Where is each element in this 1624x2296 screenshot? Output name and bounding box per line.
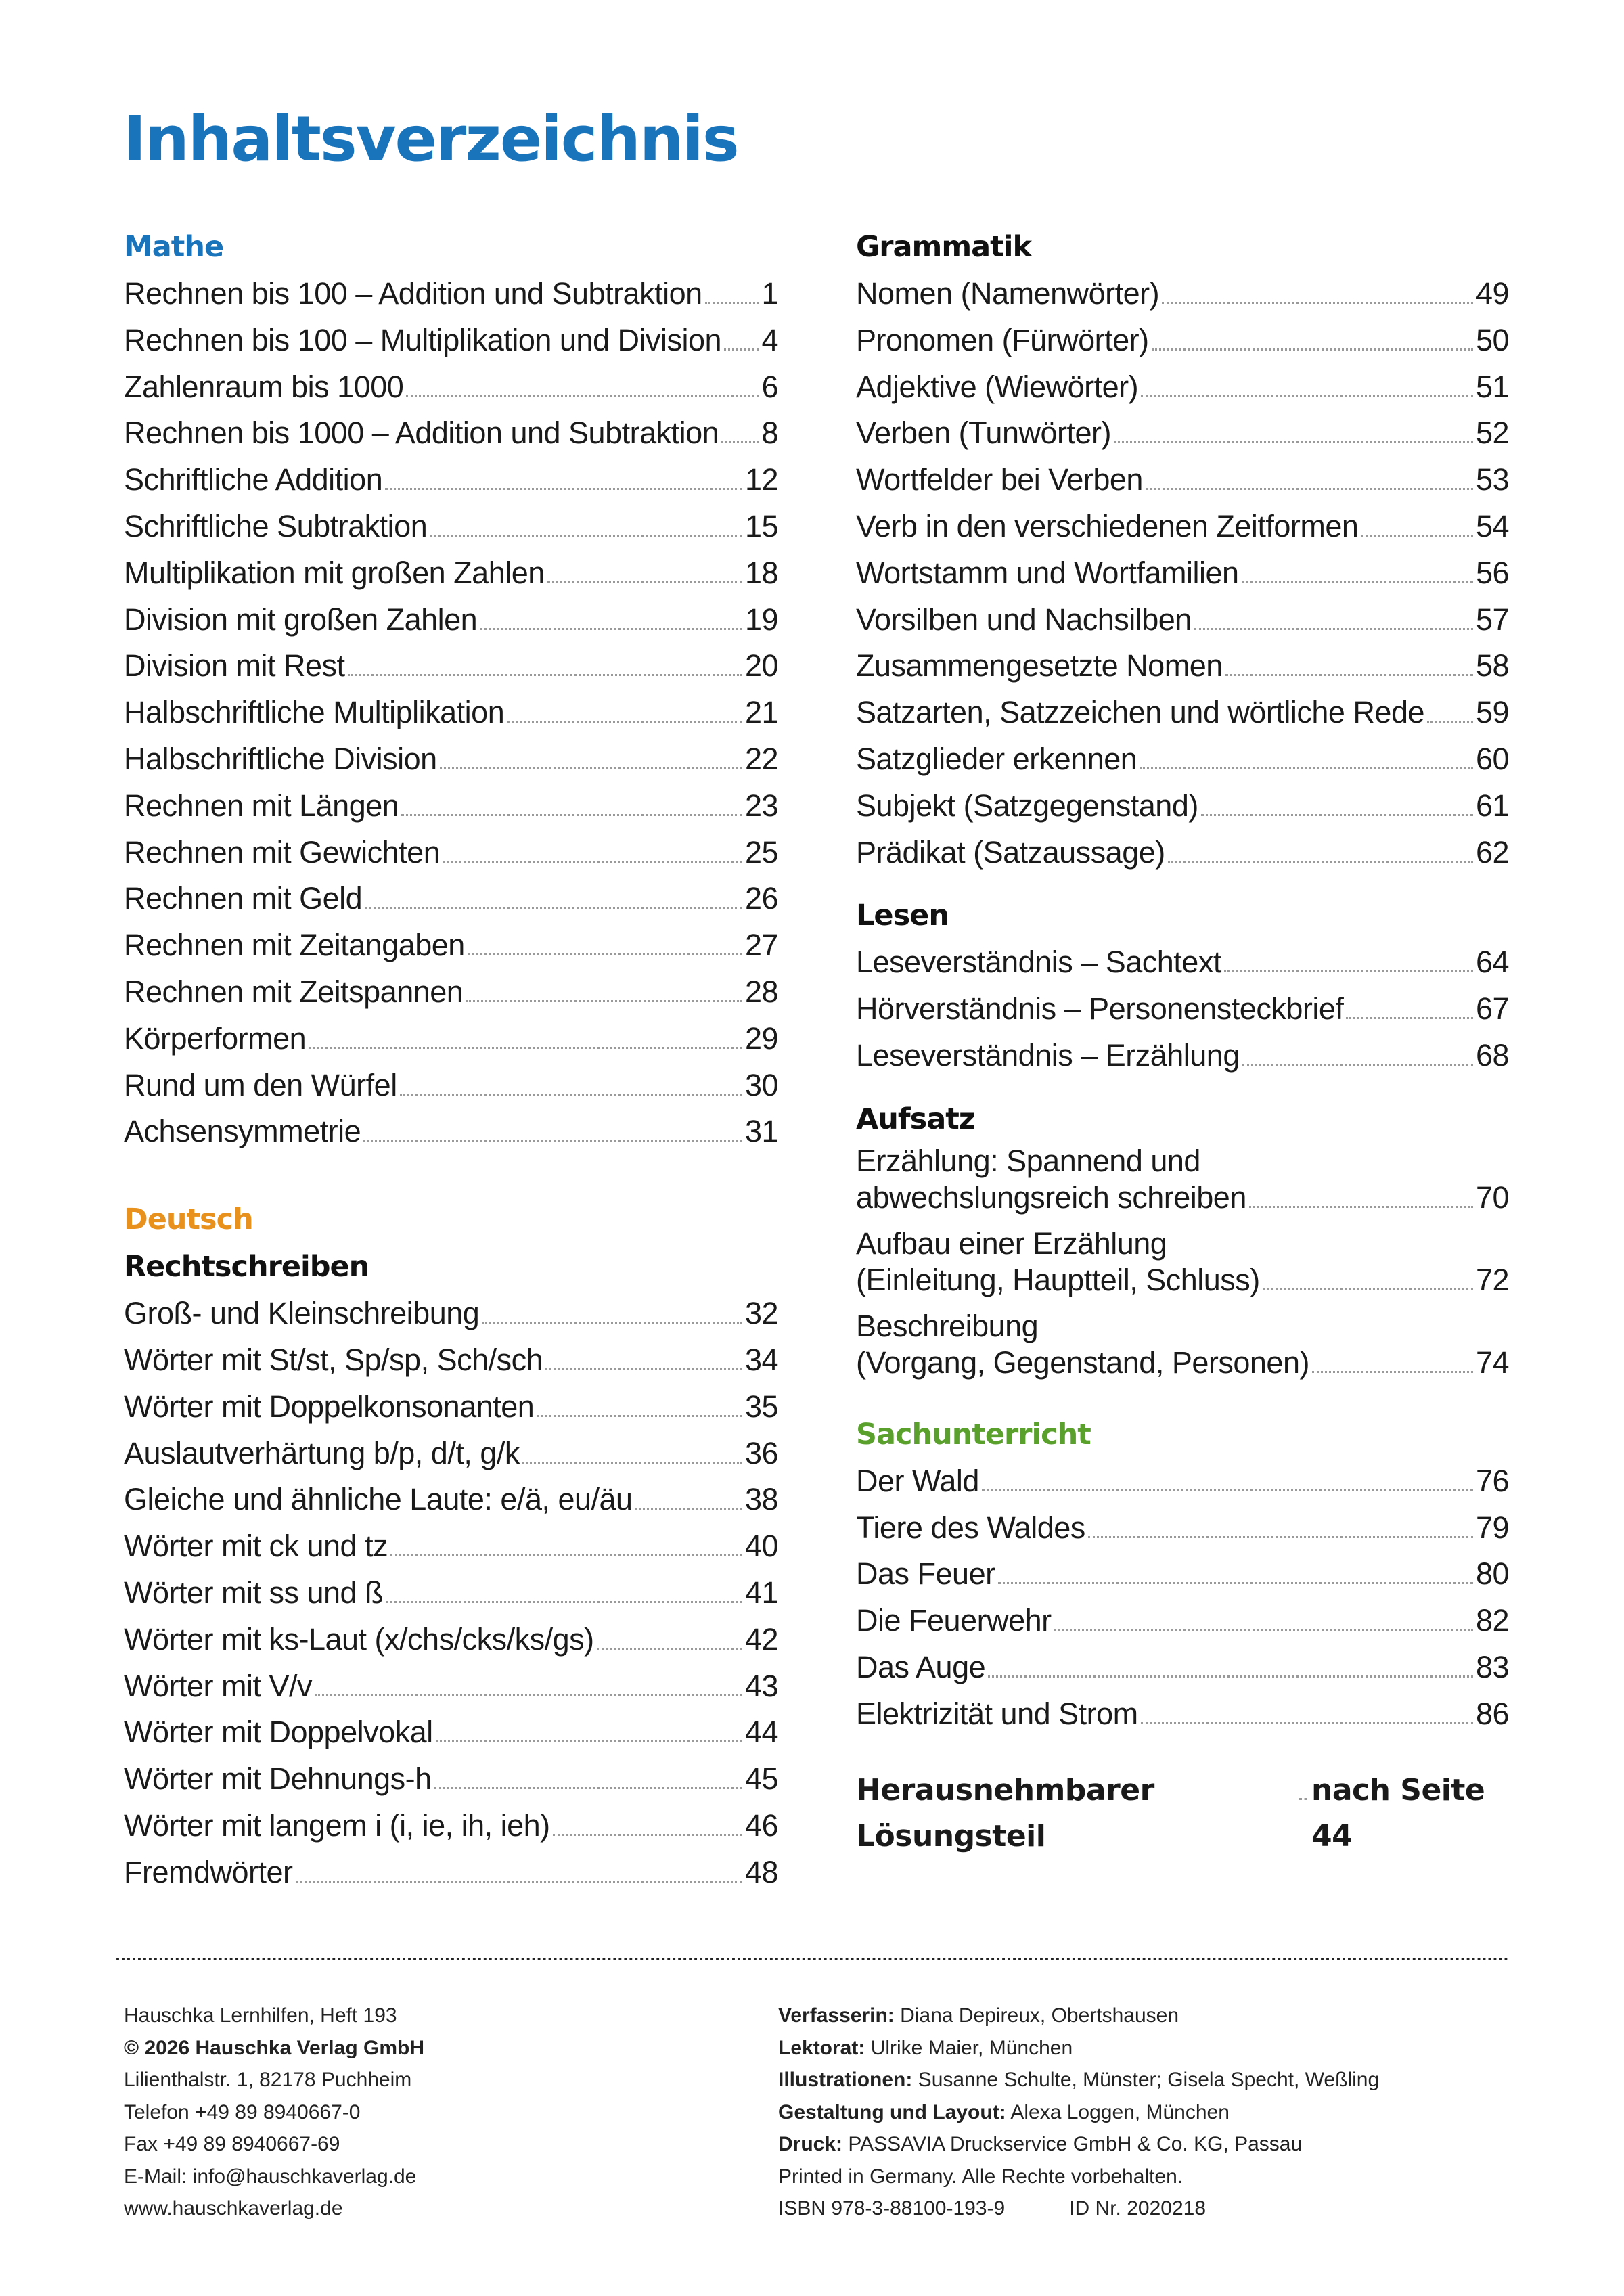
credit-editor: Lektorat: Ulrike Maier, München: [778, 2036, 1073, 2059]
toc-entry-title: Gleiche und ähnliche Laute: e/ä, eu/äu: [124, 1482, 633, 1517]
section-heading-sachunterricht: Sachunterricht: [856, 1417, 1091, 1451]
toc-entry[interactable]: [856, 457, 1509, 503]
toc-entry[interactable]: [124, 1617, 778, 1663]
toc-entry-page: 54: [1475, 508, 1509, 543]
toc-entry[interactable]: [856, 1551, 1509, 1598]
toc-entry-page: 44: [744, 1715, 778, 1750]
toc-entry-title: Rechnen bis 100 – Multiplikation und Division: [124, 322, 722, 357]
toc-entry-title: Rund um den Würfel: [124, 1067, 397, 1102]
isbn-row: [778, 2192, 1379, 2225]
toc-entry-title: Wörter mit V/v: [124, 1668, 313, 1703]
toc-entry-page: 43: [744, 1668, 778, 1703]
toc-entry-title: Multiplikation mit großen Zahlen: [124, 555, 545, 590]
dot-leader: [1162, 302, 1473, 304]
toc-entry[interactable]: [856, 783, 1509, 830]
toc-entry[interactable]: [124, 1477, 778, 1523]
toc-entry-title: Rechnen bis 100 – Addition und Subtraktion: [124, 276, 702, 311]
dot-leader: [705, 302, 759, 304]
toc-entry-page: 59: [1475, 695, 1509, 730]
toc-entry[interactable]: [856, 317, 1509, 364]
toc-entry-page: 6: [761, 369, 778, 404]
toc-entry-page: 22: [744, 741, 778, 776]
subsection-heading-aufsatz: Aufsatz: [856, 1102, 975, 1136]
toc-entry[interactable]: [856, 503, 1509, 550]
toc-entry[interactable]: [124, 503, 778, 550]
dot-leader: [537, 1415, 742, 1417]
toc-entry[interactable]: [124, 597, 778, 644]
toc-entry[interactable]: [856, 1505, 1509, 1552]
toc-entry-page: 41: [744, 1575, 778, 1610]
dot-leader: [401, 814, 742, 816]
dot-leader: [982, 1489, 1473, 1491]
toc-entry-page: 57: [1475, 602, 1509, 637]
dot-leader: [466, 1000, 742, 1002]
dot-leader: [480, 628, 742, 630]
toc-entry[interactable]: [124, 783, 778, 830]
credit-author: Verfasserin: Diana Depireux, Obertshausen: [778, 2004, 1179, 2027]
toc-entry[interactable]: [124, 1709, 778, 1756]
toc-entry-title: Das Auge: [856, 1649, 986, 1684]
dot-leader: [1141, 395, 1473, 397]
toc-entry[interactable]: [124, 643, 778, 690]
toc-entry-page: 4: [761, 322, 778, 357]
dot-leader: [440, 767, 742, 769]
toc-entry-page: 32: [744, 1296, 778, 1331]
toc-entry-page: 1: [761, 276, 778, 311]
toc-entry-page: 42: [744, 1621, 778, 1657]
left-column: [124, 223, 778, 1896]
toc-entry[interactable]: [124, 457, 778, 503]
toc-entry-title: Nomen (Namenwörter): [856, 276, 1160, 311]
dot-leader: [1427, 721, 1473, 723]
toc-entry[interactable]: [124, 876, 778, 922]
toc-entry[interactable]: [124, 690, 778, 736]
dot-leader: [553, 1834, 742, 1836]
toc-entry-title: Vorsilben und Nachsilben: [856, 602, 1192, 637]
toc-entry-title: Der Wald: [856, 1463, 979, 1498]
page-title: Inhaltsverzeichnis: [123, 103, 738, 175]
dot-leader: [390, 1554, 742, 1556]
rights-notice: Printed in Germany. Alle Rechte vorbehalten.: [778, 2165, 1183, 2188]
toc-entry[interactable]: [124, 969, 778, 1016]
toc-entry-title: Das Feuer: [856, 1556, 995, 1592]
toc-entry-page: 83: [1475, 1649, 1509, 1684]
toc-entry-page: 80: [1475, 1556, 1509, 1592]
solution-part-entry[interactable]: [856, 1768, 1509, 1860]
dot-leader: [998, 1582, 1473, 1584]
toc-entry-title: Groß- und Kleinschreibung: [124, 1296, 480, 1331]
toc-entry-page: 28: [744, 974, 778, 1009]
toc-entry[interactable]: [856, 1308, 1509, 1381]
dot-leader: [1249, 1206, 1473, 1208]
toc-entry-page: 58: [1475, 648, 1509, 683]
dot-leader: [365, 907, 742, 909]
toc-entry-page: 76: [1475, 1463, 1509, 1498]
toc-entry[interactable]: [124, 1803, 778, 1849]
dot-leader: [1194, 628, 1473, 630]
toc-entry[interactable]: [124, 317, 778, 364]
dot-leader: [309, 1047, 742, 1049]
phone: Telefon +49 89 8940667-0: [124, 2100, 361, 2123]
toc-entry-page: 62: [1475, 834, 1509, 870]
solution-part-location: nach Seite 44: [1311, 1772, 1485, 1853]
toc-entry-title: Leseverständnis – Sachtext: [856, 945, 1221, 980]
toc-entry[interactable]: [856, 939, 1509, 986]
dot-leader: [721, 441, 759, 443]
toc-entry-title: Wörter mit Dehnungs-h: [124, 1761, 432, 1797]
toc-entry-title: Zusammengesetzte Nomen: [856, 648, 1223, 683]
toc-entry-page: 38: [744, 1482, 778, 1517]
toc-entry-page: 36: [744, 1435, 778, 1470]
toc-entry-title-line1: Aufbau einer Erzählung: [856, 1225, 1167, 1261]
toc-entry[interactable]: [856, 986, 1509, 1033]
dot-leader: [1242, 1064, 1473, 1066]
toc-entry-title: Satzarten, Satzzeichen und wörtliche Rede: [856, 695, 1424, 730]
toc-entry[interactable]: [124, 1431, 778, 1477]
dot-leader: [1263, 1288, 1473, 1290]
toc-entry[interactable]: [856, 271, 1509, 317]
toc-entry-title-line2: (Vorgang, Gegenstand, Personen): [856, 1345, 1309, 1380]
toc-entry-title: Wortfelder bei Verben: [856, 462, 1143, 497]
toc-entry-page: 15: [744, 508, 778, 543]
dot-leader: [315, 1694, 742, 1696]
toc-entry[interactable]: [856, 597, 1509, 644]
toc-entry-page: 67: [1475, 991, 1509, 1027]
toc-entry-title: Schriftliche Subtraktion: [124, 508, 428, 543]
toc-entry-page: 12: [744, 462, 778, 497]
toc-entry-title: Wörter mit ck und tz: [124, 1529, 388, 1564]
toc-entry-title: Halbschriftliche Multiplikation: [124, 695, 505, 730]
toc-entry-title: Die Feuerwehr: [856, 1603, 1052, 1638]
toc-entry-title: Verben (Tunwörter): [856, 415, 1111, 451]
dot-leader: [385, 488, 742, 490]
toc-list-mathe: [124, 271, 778, 1155]
toc-entry[interactable]: [124, 1290, 778, 1337]
toc-entry[interactable]: [856, 1598, 1509, 1644]
toc-entry-page: 72: [1475, 1262, 1509, 1297]
dot-leader: [1201, 814, 1473, 816]
toc-entry-page: 20: [744, 648, 778, 683]
id-number: ID Nr. 2020218: [1069, 2197, 1206, 2220]
toc-entry-title-line1: Beschreibung: [856, 1308, 1039, 1343]
dot-leader: [1146, 488, 1473, 490]
dot-leader: [1224, 970, 1473, 972]
dot-leader: [1242, 581, 1473, 583]
toc-entry-page: 50: [1475, 322, 1509, 357]
solution-part-label: Herausnehmbarer Lösungsteil: [856, 1772, 1154, 1853]
toc-entry[interactable]: [856, 830, 1509, 876]
dot-leader: [443, 861, 742, 863]
subsection-heading-rechtschreiben: Rechtschreiben: [124, 1250, 369, 1284]
isbn: ISBN 978-3-88100-193-9: [778, 2197, 1006, 2220]
toc-entry-title: Tiere des Waldes: [856, 1510, 1085, 1545]
series-info: Hauschka Lernhilfen, Heft 193: [124, 2004, 397, 2027]
toc-entry[interactable]: [856, 736, 1509, 783]
toc-entry[interactable]: [124, 922, 778, 969]
right-column: [856, 223, 1509, 1860]
toc-entry-page: 64: [1475, 945, 1509, 980]
toc-entry-page: 27: [744, 928, 778, 963]
toc-entry-title: Hörverständnis – Personensteckbrief: [856, 991, 1344, 1027]
fax: Fax +49 89 8940667-69: [124, 2133, 340, 2155]
toc-entry[interactable]: [124, 1523, 778, 1570]
toc-entry-page: 45: [744, 1761, 778, 1797]
toc-entry-title: Rechnen bis 1000 – Addition und Subtraktion: [124, 415, 719, 451]
toc-list-lesen: [856, 939, 1509, 1079]
toc-entry[interactable]: [124, 1384, 778, 1431]
toc-entry-title: Rechnen mit Zeitangaben: [124, 928, 465, 963]
toc-entry-title: Rechnen mit Längen: [124, 788, 399, 823]
toc-entry-title: Schriftliche Addition: [124, 462, 383, 497]
credits-info: [778, 2000, 1379, 2225]
toc-entry-title: Satzglieder erkennen: [856, 741, 1137, 776]
toc-entry-page: 26: [744, 881, 778, 916]
toc-entry-page: 74: [1475, 1345, 1509, 1380]
toc-entry-title: Rechnen mit Geld: [124, 881, 363, 916]
dot-leader: [1225, 674, 1473, 676]
toc-entry-page: 34: [744, 1342, 778, 1377]
toc-entry-page: 49: [1475, 276, 1509, 311]
dot-leader: [1141, 1722, 1473, 1724]
dot-leader: [724, 348, 759, 351]
dot-leader: [1312, 1371, 1473, 1373]
toc-entry-page: 53: [1475, 462, 1509, 497]
dot-leader: [635, 1508, 742, 1510]
dot-leader: [434, 1787, 742, 1789]
toc-entry-title: Körperformen: [124, 1020, 307, 1056]
toc-entry-title: Fremdwörter: [124, 1854, 293, 1889]
toc-entry-title: Wörter mit Doppelkonsonanten: [124, 1389, 535, 1424]
address: Lilienthalstr. 1, 82178 Puchheim: [124, 2069, 412, 2091]
toc-entry-page: 51: [1475, 369, 1509, 404]
toc-entry-page: 31: [744, 1114, 778, 1149]
website[interactable]: www.hauschkaverlag.de: [124, 2197, 343, 2220]
section-heading-mathe: Mathe: [124, 230, 224, 264]
toc-entry[interactable]: [124, 550, 778, 597]
toc-entry-page: 61: [1475, 788, 1509, 823]
toc-entry-title: Division mit Rest: [124, 648, 345, 683]
toc-entry[interactable]: [124, 1849, 778, 1896]
toc-entry[interactable]: [856, 690, 1509, 736]
toc-entry-page: 8: [761, 415, 778, 451]
toc-entry-title: Zahlenraum bis 1000: [124, 369, 404, 404]
dot-leader: [406, 395, 759, 397]
toc-entry[interactable]: [124, 1337, 778, 1384]
toc-entry-title: Wortstamm und Wortfamilien: [856, 555, 1239, 590]
toc-entry-title: Halbschriftliche Division: [124, 741, 437, 776]
toc-entry-title: Wörter mit St/st, Sp/sp, Sch/sch: [124, 1342, 543, 1377]
toc-entry-title: Pronomen (Fürwörter): [856, 322, 1149, 357]
dot-leader: [597, 1648, 742, 1650]
toc-entry-page: 70: [1475, 1179, 1509, 1215]
credit-print: Druck: PASSAVIA Druckservice GmbH & Co. KG, Passau: [778, 2133, 1303, 2155]
toc-entry[interactable]: [856, 1033, 1509, 1079]
toc-entry-title: Verb in den verschiedenen Zeitformen: [856, 508, 1359, 543]
toc-entry-page: 19: [744, 602, 778, 637]
dot-leader: [1168, 861, 1473, 863]
dot-leader: [1140, 767, 1473, 769]
toc-entry-page: 30: [744, 1067, 778, 1102]
toc-entry-title: Adjektive (Wiewörter): [856, 369, 1139, 404]
toc-entry[interactable]: [856, 1691, 1509, 1738]
toc-list-rechtschreiben: [124, 1290, 778, 1895]
toc-entry-page: 68: [1475, 1037, 1509, 1073]
toc-entry[interactable]: [856, 1458, 1509, 1505]
toc-entry[interactable]: [124, 1756, 778, 1803]
publisher-info: [124, 2000, 424, 2225]
toc-entry-title: Elektrizität und Strom: [856, 1696, 1138, 1731]
toc-entry-title: Division mit großen Zahlen: [124, 602, 478, 637]
toc-entry-page: 46: [744, 1807, 778, 1843]
toc-entry-page: 35: [744, 1389, 778, 1424]
dot-leader: [988, 1675, 1473, 1678]
toc-entry-title: Achsensymmetrie: [124, 1114, 361, 1149]
toc-entry-title-line1: Erzählung: Spannend und: [856, 1143, 1200, 1178]
dot-leader: [507, 721, 742, 723]
toc-entry-title: Wörter mit Doppelvokal: [124, 1715, 433, 1750]
toc-entry-page: 21: [744, 695, 778, 730]
toc-entry-page: 48: [744, 1854, 778, 1889]
dotted-divider: [116, 1958, 1509, 1960]
toc-entry-page: 60: [1475, 741, 1509, 776]
toc-entry-page: 86: [1475, 1696, 1509, 1731]
toc-entry-page: 79: [1475, 1510, 1509, 1545]
dot-leader: [400, 1094, 742, 1096]
toc-entry[interactable]: [124, 410, 778, 457]
toc-entry-page: 29: [744, 1020, 778, 1056]
dot-leader: [1088, 1536, 1473, 1538]
toc-entry-page: 52: [1475, 415, 1509, 451]
dot-leader: [545, 1368, 742, 1370]
toc-entry-title: Prädikat (Satzaussage): [856, 834, 1165, 870]
toc-entry[interactable]: [124, 1570, 778, 1617]
toc-entry-page: 56: [1475, 555, 1509, 590]
credit-illustrations: Illustrationen: Susanne Schulte, Münster; Gisela Specht, Weßling: [778, 2069, 1380, 2091]
dot-leader: [468, 953, 742, 955]
toc-entry-page: 18: [744, 555, 778, 590]
toc-entry-title-line2: abwechslungsreich schreiben: [856, 1179, 1246, 1215]
toc-entry[interactable]: [856, 1225, 1509, 1299]
toc-entry-title: Rechnen mit Zeitspannen: [124, 974, 464, 1009]
dot-leader: [348, 674, 742, 676]
toc-entry-page: 82: [1475, 1603, 1509, 1638]
copyright: © 2026 Hauschka Verlag GmbH: [124, 2036, 424, 2059]
toc-entry[interactable]: [856, 643, 1509, 690]
toc-entry-page: 40: [744, 1529, 778, 1564]
dot-leader: [482, 1322, 742, 1324]
toc-entry[interactable]: [124, 1663, 778, 1710]
toc-entry-title: Leseverständnis – Erzählung: [856, 1037, 1240, 1073]
toc-entry-title: Wörter mit ks-Laut (x/chs/cks/ks/gs): [124, 1621, 594, 1657]
toc-entry-page: 25: [744, 834, 778, 870]
credit-design: Gestaltung und Layout: Alexa Loggen, München: [778, 2100, 1230, 2123]
dot-leader: [1346, 1017, 1473, 1019]
toc-entry-page: 23: [744, 788, 778, 823]
toc-entry[interactable]: [856, 1143, 1509, 1216]
section-heading-deutsch: Deutsch: [124, 1202, 253, 1237]
toc-entry-title: Wörter mit ss und ß: [124, 1575, 384, 1610]
toc-entry[interactable]: [856, 410, 1509, 457]
toc-entry-title: Rechnen mit Gewichten: [124, 834, 441, 870]
email[interactable]: E-Mail: info@hauschkaverlag.de: [124, 2165, 417, 2188]
toc-list-aufsatz: [856, 1143, 1509, 1381]
toc-entry-title: Auslautverhärtung b/p, d/t, g/k: [124, 1435, 520, 1470]
toc-list-sachunterricht: [856, 1458, 1509, 1738]
dot-leader: [386, 1601, 742, 1603]
dot-leader: [1361, 535, 1472, 537]
toc-list-grammatik: [856, 271, 1509, 876]
subsection-heading-lesen: Lesen: [856, 899, 949, 933]
dot-leader: [1152, 348, 1473, 351]
toc-entry[interactable]: [124, 736, 778, 783]
dot-leader: [1299, 1798, 1307, 1800]
toc-entry-title: Subjekt (Satzgegenstand): [856, 788, 1198, 823]
toc-entry[interactable]: [124, 1062, 778, 1109]
toc-entry-title: Wörter mit langem i (i, ie, ih, ieh): [124, 1807, 550, 1843]
dot-leader: [436, 1740, 742, 1742]
toc-entry[interactable]: [124, 1016, 778, 1062]
toc-entry[interactable]: [124, 1108, 778, 1155]
toc-entry[interactable]: [856, 550, 1509, 597]
toc-entry[interactable]: [124, 830, 778, 876]
toc-entry[interactable]: [856, 364, 1509, 411]
dot-leader: [547, 581, 742, 583]
dot-leader: [1114, 441, 1473, 443]
dot-leader: [363, 1140, 742, 1142]
dot-leader: [522, 1462, 742, 1464]
dot-leader: [1054, 1629, 1473, 1631]
toc-entry-title-line2: (Einleitung, Hauptteil, Schluss): [856, 1262, 1260, 1297]
toc-entry[interactable]: [124, 364, 778, 411]
dot-leader: [430, 535, 742, 537]
dot-leader: [296, 1881, 742, 1883]
toc-entry[interactable]: [124, 271, 778, 317]
toc-entry[interactable]: [856, 1644, 1509, 1691]
subsection-heading-grammatik: Grammatik: [856, 230, 1032, 264]
